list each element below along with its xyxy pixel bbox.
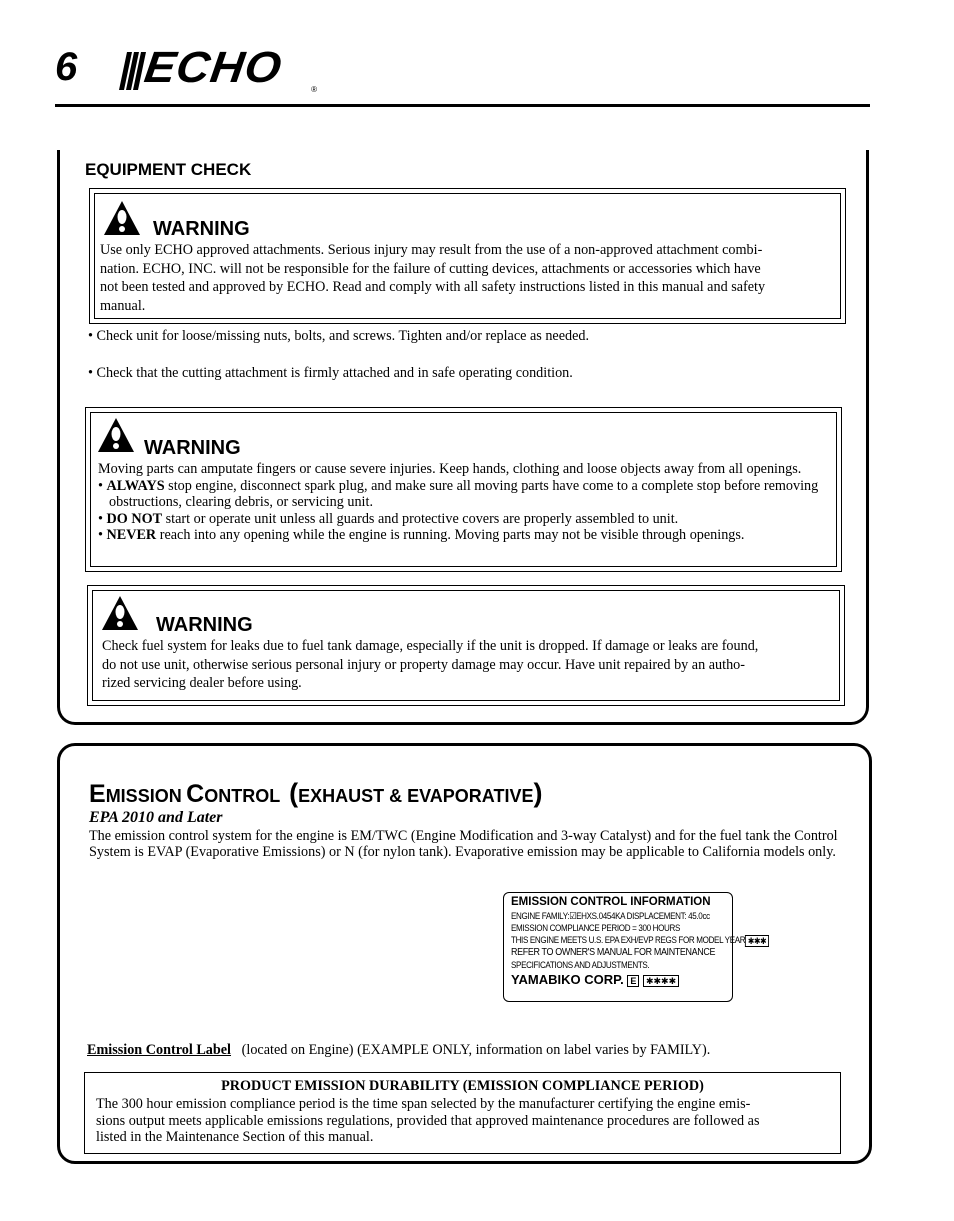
- header-rule: [55, 104, 870, 107]
- epa-subheading: EPA 2010 and Later: [89, 809, 223, 826]
- label-corp: [511, 972, 727, 988]
- durability-line: listed in the Maintenance Section of this manual.: [96, 1129, 374, 1146]
- warning-box-fuel-leaks: [87, 585, 845, 706]
- label-line: ENGINE FAMILY:☑EHXS.0454KA DISPLACEMENT: 45.0cc: [511, 910, 710, 921]
- warning-line: Check fuel system for leaks due to fuel tank damage, especially if the unit is dropped. If damage or leaks are found,: [102, 638, 759, 654]
- title-initial: E: [89, 780, 106, 808]
- warning-title: WARNING: [156, 614, 253, 636]
- label-corp-name: YAMABIKO CORP.: [511, 972, 624, 988]
- warning-text: [100, 241, 840, 315]
- echo-logo: [119, 42, 319, 94]
- label-corp-e: E: [627, 975, 639, 987]
- warning-line: nation. ECHO, INC. will not be responsible for the failure of cutting devices, attachments or accessories which have: [100, 260, 761, 277]
- label-corp-box: ✱✱✱✱: [643, 975, 679, 987]
- section-title: EQUIPMENT CHECK: [85, 160, 252, 179]
- durability-heading: PRODUCT EMISSION DURABILITY (EMISSION COMPLIANCE PERIOD): [221, 1078, 704, 1094]
- warning-line: manual.: [100, 297, 146, 314]
- label-line-text: THIS ENGINE MEETS U.S. EPA EXH/EVP REGS FOR MODEL YEAR: [511, 934, 746, 946]
- warning-line: do not use unit, otherwise serious personal injury or property damage may occur. Have unit repaired by an autho-: [102, 656, 745, 673]
- title-subtitle: EXHAUST & EVAPORATIVE: [298, 786, 534, 806]
- warning-item-do-not: • DO NOT start or operate unit unless all guards and protective covers are properly assembled to unit.: [98, 510, 679, 527]
- warning-text: [102, 637, 837, 693]
- title-rest: MISSION: [105, 786, 182, 806]
- warning-item-keyword: DO NOT: [106, 510, 163, 527]
- label-year-box: ✱✱✱: [745, 935, 769, 947]
- warning-box-attachments: [89, 188, 846, 324]
- warning-line: not been tested and approved by ECHO. Read and comply with all safety instructions listed in this manual and safety: [100, 279, 766, 296]
- emission-control-label: [503, 892, 767, 1002]
- durability-line: The 300 hour emission compliance period is the time span selected by the manufacturer certifying the engine emis-: [96, 1096, 751, 1112]
- label-line: REFER TO OWNER'S MANUAL FOR MAINTENANCE: [511, 946, 716, 958]
- title-rest: ONTROL: [204, 786, 281, 806]
- page-number: 6: [55, 45, 78, 89]
- warning-box-moving-parts: [85, 407, 842, 572]
- warning-item-keyword: NEVER: [106, 527, 157, 544]
- warning-item-keyword: ALWAYS: [106, 478, 165, 494]
- warning-triangle-icon: [100, 594, 140, 632]
- label-line: EMISSION COMPLIANCE PERIOD = 300 HOURS: [511, 922, 681, 934]
- title-initial: C: [186, 780, 205, 808]
- warning-item-text: stop engine, disconnect spark plug, and make sure all moving parts have come to a complete stop before removing obstructions, clearing debris, or servicing unit.: [109, 478, 819, 511]
- durability-box: [84, 1072, 841, 1154]
- check-bullet-attachment: • Check that the cutting attachment is firmly attached and in safe operating condition.: [88, 365, 573, 381]
- warning-intro: Moving parts can amputate fingers or cause severe injuries. Keep hands, clothing and loose objects away from all openings.: [98, 461, 802, 477]
- title-paren: ): [533, 778, 543, 808]
- warning-triangle-icon: [103, 199, 141, 237]
- warning-item-text: reach into any opening while the engine is running. Moving parts may not be visible through openings.: [156, 527, 745, 544]
- title-paren: (: [289, 778, 299, 808]
- warning-title: WARNING: [144, 437, 241, 459]
- logo-wordmark: ECHO: [141, 42, 286, 92]
- warning-text: [98, 460, 828, 544]
- label-heading: EMISSION CONTROL INFORMATION: [511, 896, 711, 908]
- emission-body-text: The emission control system for the engine is EM/TWC (Engine Modification and 3-way Catalyst) and for the fuel tank the Control System is EVAP (Evaporative Emissions) or N (for nylon tank). Evaporative emission may be applicable to California models only.: [89, 828, 838, 861]
- label-caption-title: Emission Control Label: [87, 1042, 232, 1058]
- warning-item-never: • NEVER reach into any opening while the engine is running. Moving parts may not be visible through openings.: [98, 527, 745, 544]
- warning-item-text: start or operate unit unless all guards and protective covers are properly assembled to unit.: [162, 510, 679, 527]
- registered-mark: ®: [311, 85, 317, 94]
- check-bullet-fasteners: • Check unit for loose/missing nuts, bolts, and screws. Tighten and/or replace as needed.: [88, 328, 590, 344]
- durability-line: sions output meets applicable emissions regulations, provided that approved maintenance procedures are followed as: [96, 1112, 760, 1129]
- warning-title: WARNING: [153, 218, 250, 240]
- label-line: [511, 934, 767, 947]
- label-line: SPECIFICATIONS AND ADJUSTMENTS.: [511, 959, 650, 971]
- warning-line: rized servicing dealer before using.: [102, 675, 302, 692]
- warning-item-always: • ALWAYS stop engine, disconnect spark plug, and make sure all moving parts have come to a complete stop before removing obstructions, clearing debris, or servicing unit.: [98, 478, 819, 511]
- durability-text: [96, 1096, 828, 1146]
- label-caption-text: (located on Engine) (EXAMPLE ONLY, information on label varies by FAMILY).: [241, 1042, 711, 1058]
- warning-triangle-icon: [96, 416, 136, 454]
- warning-line: Use only ECHO approved attachments. Serious injury may result from the use of a non-approved attachment combi-: [100, 242, 763, 258]
- label-caption: [87, 1041, 710, 1059]
